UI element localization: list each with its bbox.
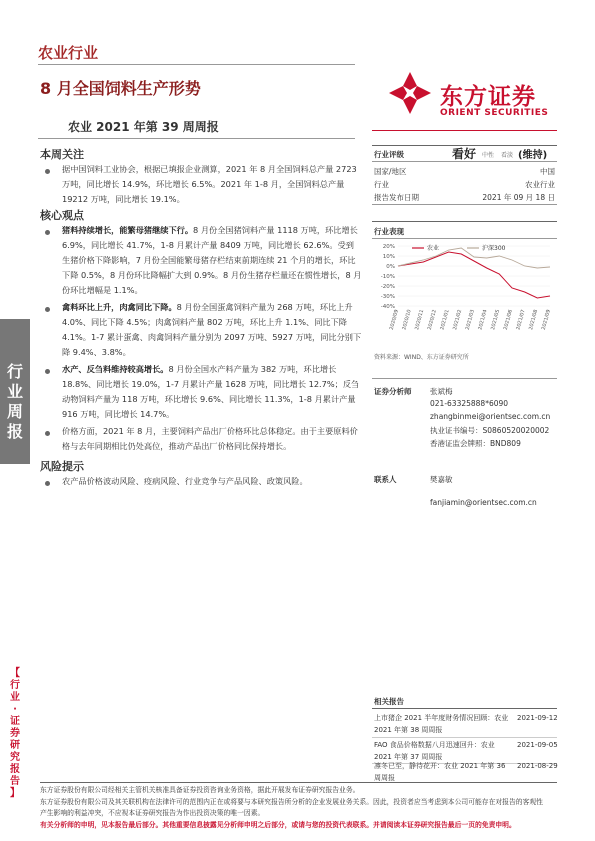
footer-line-1: 东方证券股份有限公司经相关主管机关核准具备证券投资咨询业务资格，据此开展发布证券研究报告业务。 bbox=[40, 786, 360, 794]
chart-xtick-label: 2021/01 bbox=[439, 308, 451, 331]
rating-row-value: 农业行业 bbox=[525, 180, 555, 189]
bullet bbox=[45, 230, 50, 235]
chart-xtick-label: 2020/11 bbox=[414, 308, 426, 331]
chart-ytick-label: -10% bbox=[380, 274, 395, 280]
industry-performance-chart bbox=[372, 240, 557, 345]
analyst-label: 证券分析师 bbox=[374, 387, 412, 396]
chart-series-line bbox=[398, 252, 550, 298]
chart-ytick-label: -30% bbox=[380, 294, 395, 300]
footer-divider bbox=[40, 782, 557, 783]
divider bbox=[372, 378, 557, 379]
contact-name: 樊嘉敏 bbox=[430, 475, 453, 484]
rating-opt1: 中性 bbox=[482, 152, 495, 159]
divider bbox=[372, 204, 557, 205]
analyst-phone: 021-63325888*6090 bbox=[430, 399, 509, 408]
section-risk-heading: 风险提示 bbox=[40, 460, 84, 473]
chart-xtick-label: 2020/12 bbox=[426, 308, 438, 331]
footer-line-3: 产生影响的利益冲突，不应视本证券研究报告为作出投资决策的唯一因素。 bbox=[40, 809, 265, 817]
chart-xtick-label: 2021/08 bbox=[528, 308, 540, 331]
legend-label: 农业 bbox=[427, 245, 440, 252]
chart-xtick-label: 2021/04 bbox=[477, 308, 489, 331]
rating-status: (维持) bbox=[518, 150, 548, 161]
rating-value: 看好 bbox=[452, 147, 477, 161]
orient-logo-icon bbox=[385, 68, 435, 118]
core-view-item-2: 禽料环比上升，肉禽同比下降。8 月份全国蛋禽饲料产量为 268 万吨，环比上升 4.0%、同比下降 4.5%；肉禽饲料产量 802 万吨，环比上升 1.1%、同比下降 4.1%。1-7 累计蛋禽、肉禽饲料产量分别为 2097 万吨、5927 万吨，同比分别下降 9.4%、3.8%。 bbox=[62, 302, 362, 357]
related-report-title[interactable]: FAO 食品价格数据八月迅速回升：农业 2021 年第 37 周周报 bbox=[374, 741, 495, 761]
rating-row-value: 2021 年 09 月 18 日 bbox=[482, 193, 555, 202]
chart-series-line bbox=[398, 248, 550, 268]
rating-row-label: 国家/地区 bbox=[374, 167, 407, 176]
rating-label: 行业评级 bbox=[374, 150, 404, 159]
chart-ytick-label: -20% bbox=[380, 284, 395, 290]
related-heading: 相关报告 bbox=[374, 697, 404, 706]
report-subtitle: 农业 2021 年第 39 周周报 bbox=[68, 120, 219, 134]
chart-source: 资料来源：WIND、东方证券研究所 bbox=[374, 354, 469, 361]
chart-xtick-label: 2021/06 bbox=[502, 308, 514, 331]
analyst-hk-license: 香港证监会牌照：BND809 bbox=[430, 439, 521, 448]
rating-row-label: 报告发布日期 bbox=[374, 193, 419, 202]
analyst-email[interactable]: zhangbinmei@orientsec.com.cn bbox=[430, 412, 551, 421]
logo-en: ORIENT SECURITIES bbox=[440, 108, 549, 118]
chart-ytick-label: 10% bbox=[382, 254, 395, 260]
divider bbox=[372, 221, 557, 222]
bullet bbox=[45, 169, 50, 174]
rating-row-value: 中国 bbox=[540, 167, 555, 176]
chart-xtick-label: 2021/07 bbox=[515, 308, 527, 331]
contact-label: 联系人 bbox=[374, 475, 397, 484]
divider bbox=[38, 138, 355, 139]
sidebar-label: 行 业 周 报 bbox=[6, 362, 23, 441]
bullet bbox=[45, 431, 50, 436]
chart-ytick-label: 20% bbox=[382, 244, 395, 250]
vertical-report-label: 【 行 业 · 证 券 研 究 报 告 】 bbox=[10, 668, 20, 799]
related-report-date: 2021-09-05 bbox=[517, 741, 558, 749]
section-core-view-heading: 核心观点 bbox=[40, 209, 84, 222]
chart-xtick-label: 2021/03 bbox=[464, 308, 476, 331]
page-title: 8 月全国饲料生产形势 bbox=[40, 79, 201, 98]
bullet bbox=[45, 481, 50, 486]
core-view-item-3: 水产、反刍料维持较高增长。8 月份全国水产料产量为 382 万吨，环比增长 18.8%、同比增长 19.0%，1-7 月累计产量 1628 万吨，同比增长 12.7%；反刍动物饲料产量为 118 万吨，环比增长 9.6%、同比增长 11.3%，1-8 月累计产量 916 万吨，同比增长 14.7%。 bbox=[62, 364, 360, 419]
related-report-date: 2021-08-29 bbox=[517, 762, 558, 770]
core-view-item-1: 猪料持续增长，能繁母猪继续下行。8 月份全国猪饲料产量 1118 万吨，环比增长 6.9%，同比增长 41.7%，1-8 月累计产量 8409 万吨，同比增长 62.6%。受到生猪价格下降影响，7 月份全国能繁母猪存栏结束前期连续 21 个月的增长，环比下降 0.5%，8 月份环比降幅扩大到 0.9%。8 月份生猪存栏量还在惯性增长，8 月份环比增幅是 1.1%。 bbox=[62, 225, 362, 295]
rating-opt2: 看淡 bbox=[501, 152, 514, 159]
chart-xtick-label: 2021/02 bbox=[452, 308, 464, 331]
divider bbox=[372, 708, 557, 709]
chart-xtick-label: 2020/09 bbox=[388, 308, 400, 331]
section-weekly-focus-heading: 本周关注 bbox=[40, 148, 84, 161]
legend-label: 沪深300 bbox=[482, 245, 506, 252]
chart-xtick-label: 2021/09 bbox=[540, 308, 552, 331]
divider bbox=[38, 64, 355, 65]
bullet bbox=[45, 369, 50, 374]
divider bbox=[372, 737, 557, 738]
industry-label: 农业行业 bbox=[38, 44, 99, 62]
related-report-title[interactable]: 凛冬已至，静待花开：农业 2021 年第 36 周周报 bbox=[374, 762, 506, 782]
chart-ytick-label: -40% bbox=[380, 304, 395, 310]
bullet bbox=[45, 307, 50, 312]
divider bbox=[372, 238, 557, 239]
divider bbox=[372, 161, 557, 162]
footer-line-2: 东方证券股份有限公司及其关联机构在法律许可的范围内正在或将要与本研究报告所分析的企业发展业务关系。因此，投资者应当考虑到本公司可能存在对报告的客观性 bbox=[40, 798, 543, 806]
logo-cn: 东方证券 bbox=[440, 84, 536, 110]
rating-row-label: 行业 bbox=[374, 180, 389, 189]
contact-email[interactable]: fanjiamin@orientsec.com.cn bbox=[430, 498, 537, 507]
chart-xtick-label: 2020/10 bbox=[401, 308, 413, 331]
chart-ytick-label: 0% bbox=[386, 264, 395, 270]
footer-disclaimer[interactable]: 有关分析师的申明，见本报告最后部分。其他重要信息披露见分析师申明之后部分，或请与您的投资代表联系。并请阅读本证券研究报告最后一页的免责申明。 bbox=[40, 821, 516, 829]
analyst-name: 张斌梅 bbox=[430, 387, 453, 396]
chart-title: 行业表现 bbox=[374, 227, 404, 236]
related-report-title[interactable]: 上市猪企 2021 半年度财务情况回顾：农业 2021 年第 38 周周报 bbox=[374, 714, 509, 734]
logo-divider bbox=[372, 130, 557, 131]
chart-xtick-label: 2021/05 bbox=[490, 308, 502, 331]
core-view-item-4: 价格方面，2021 年 8 月，主要饲料产品出厂价格环比总体稳定。由于主要原料价格与去年同期相比仍处高位，推动产品出厂价格同比保持增长。 bbox=[62, 426, 358, 451]
related-report-date: 2021-09-12 bbox=[517, 714, 558, 722]
risk-item: 农产品价格波动风险、疫病风险、行业竞争与产品风险、政策风险。 bbox=[62, 476, 308, 486]
weekly-focus-item: 据中国饲料工业协会，根据已填报企业测算，2021 年 8 月全国饲料总产量 2723 万吨，同比增长 14.9%，环比增长 6.5%。2021 年 1-8 月，全国饲料总产量 19212 万吨，同比增长 19.1%。 bbox=[62, 164, 357, 204]
analyst-license: 执业证书编号：S0860520020002 bbox=[430, 426, 550, 435]
